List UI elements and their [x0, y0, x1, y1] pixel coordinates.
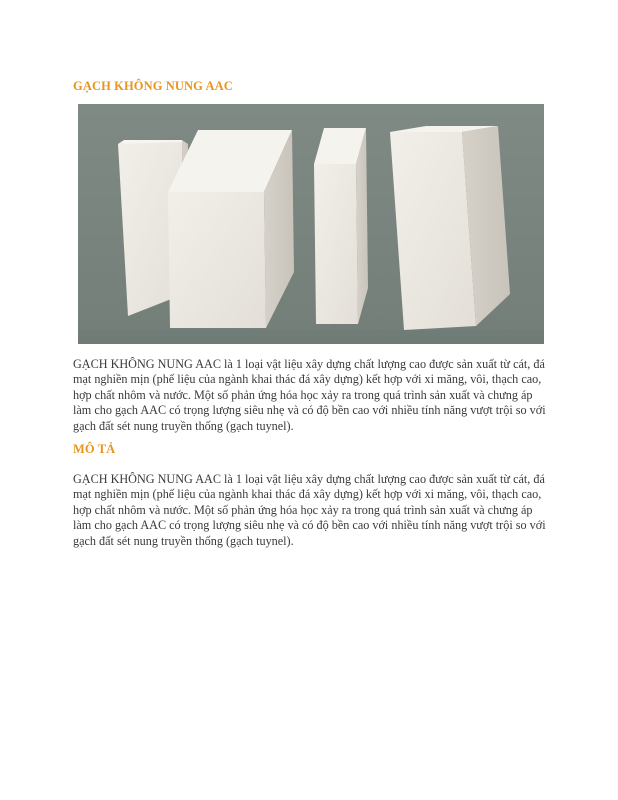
- brick-narrow-block-shape: [314, 128, 368, 324]
- section-heading-description: MÔ TẢ: [73, 442, 116, 456]
- section-paragraph-aac: GẠCH KHÔNG NUNG AAC là 1 loại vật liệu xây dựng chất lượng cao được sản xuất từ cát, đá mạt nghiền mịn (phế liệu của ngành khai thác đá xây dựng) kết hợp với xi măng, vôi, thạch cao, hợp chất nhôm và nước. Một số phản ứng hóa học xảy ra trong quá trình sản xuất và chưng áp làm cho gạch AAC có trọng lượng siêu nhẹ và có độ bền cao với nhiều tính năng vượt trội so với gạch đất sét nung truyền thống (gạch tuynel).: [73, 357, 546, 433]
- brick-large-block-shape: [168, 130, 294, 328]
- section-paragraph-description: GẠCH KHÔNG NUNG AAC là 1 loại vật liệu xây dựng chất lượng cao được sản xuất từ cát, đá mạt nghiền mịn (phế liệu của ngành khai thác đá xây dựng) kết hợp với xi măng, vôi, thạch cao, hợp chất nhôm và nước. Một số phản ứng hóa học xảy ra trong quá trình sản xuất và chưng áp làm cho gạch AAC có trọng lượng siêu nhẹ và có độ bền cao với nhiều tính năng vượt trội so với gạch đất sét nung truyền thống (gạch tuynel).: [73, 472, 546, 548]
- aac-bricks-photo: [78, 104, 544, 344]
- section-heading-aac: GẠCH KHÔNG NUNG AAC: [73, 79, 233, 93]
- brick-right-block-shape: [390, 126, 510, 330]
